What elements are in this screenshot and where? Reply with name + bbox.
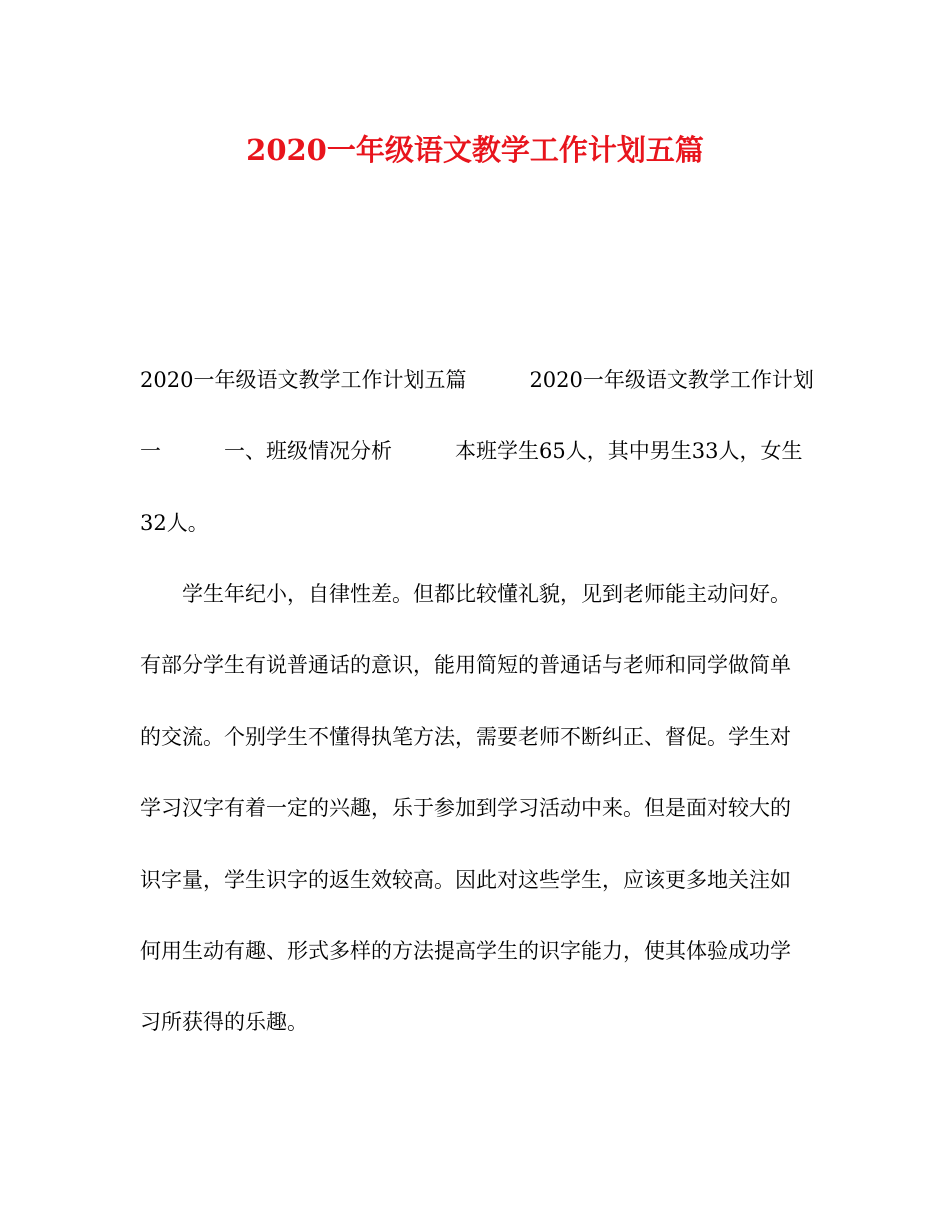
body-line-8: 识字量，学生识字的返生效较高。因此对这些学生，应该更多地关注如 <box>140 868 791 892</box>
body-line-1: 2020一年级语文教学工作计划五篇 2020一年级语文教学工作计划 <box>140 368 814 392</box>
body-line-10: 习所获得的乐趣。 <box>140 1010 308 1034</box>
body-line-5: 有部分学生有说普通话的意识，能用简短的普通话与老师和同学做简单 <box>140 653 791 677</box>
body-line-3: 32人。 <box>140 511 209 535</box>
body-line-4: 学生年纪小，自律性差。但都比较懂礼貌，见到老师能主动问好。 <box>140 582 791 606</box>
document-title: 2020一年级语文教学工作计划五篇 <box>246 133 704 167</box>
body-line-2: 一 一、班级情况分析 本班学生65人，其中男生33人，女生 <box>140 439 803 463</box>
body-line-9: 何用生动有趣、形式多样的方法提高学生的识字能力，使其体验成功学 <box>140 939 791 963</box>
body-line-6: 的交流。个别学生不懂得执笔方法，需要老师不断纠正、督促。学生对 <box>140 725 791 749</box>
body-line-7: 学习汉字有着一定的兴趣，乐于参加到学习活动中来。但是面对较大的 <box>140 796 791 820</box>
